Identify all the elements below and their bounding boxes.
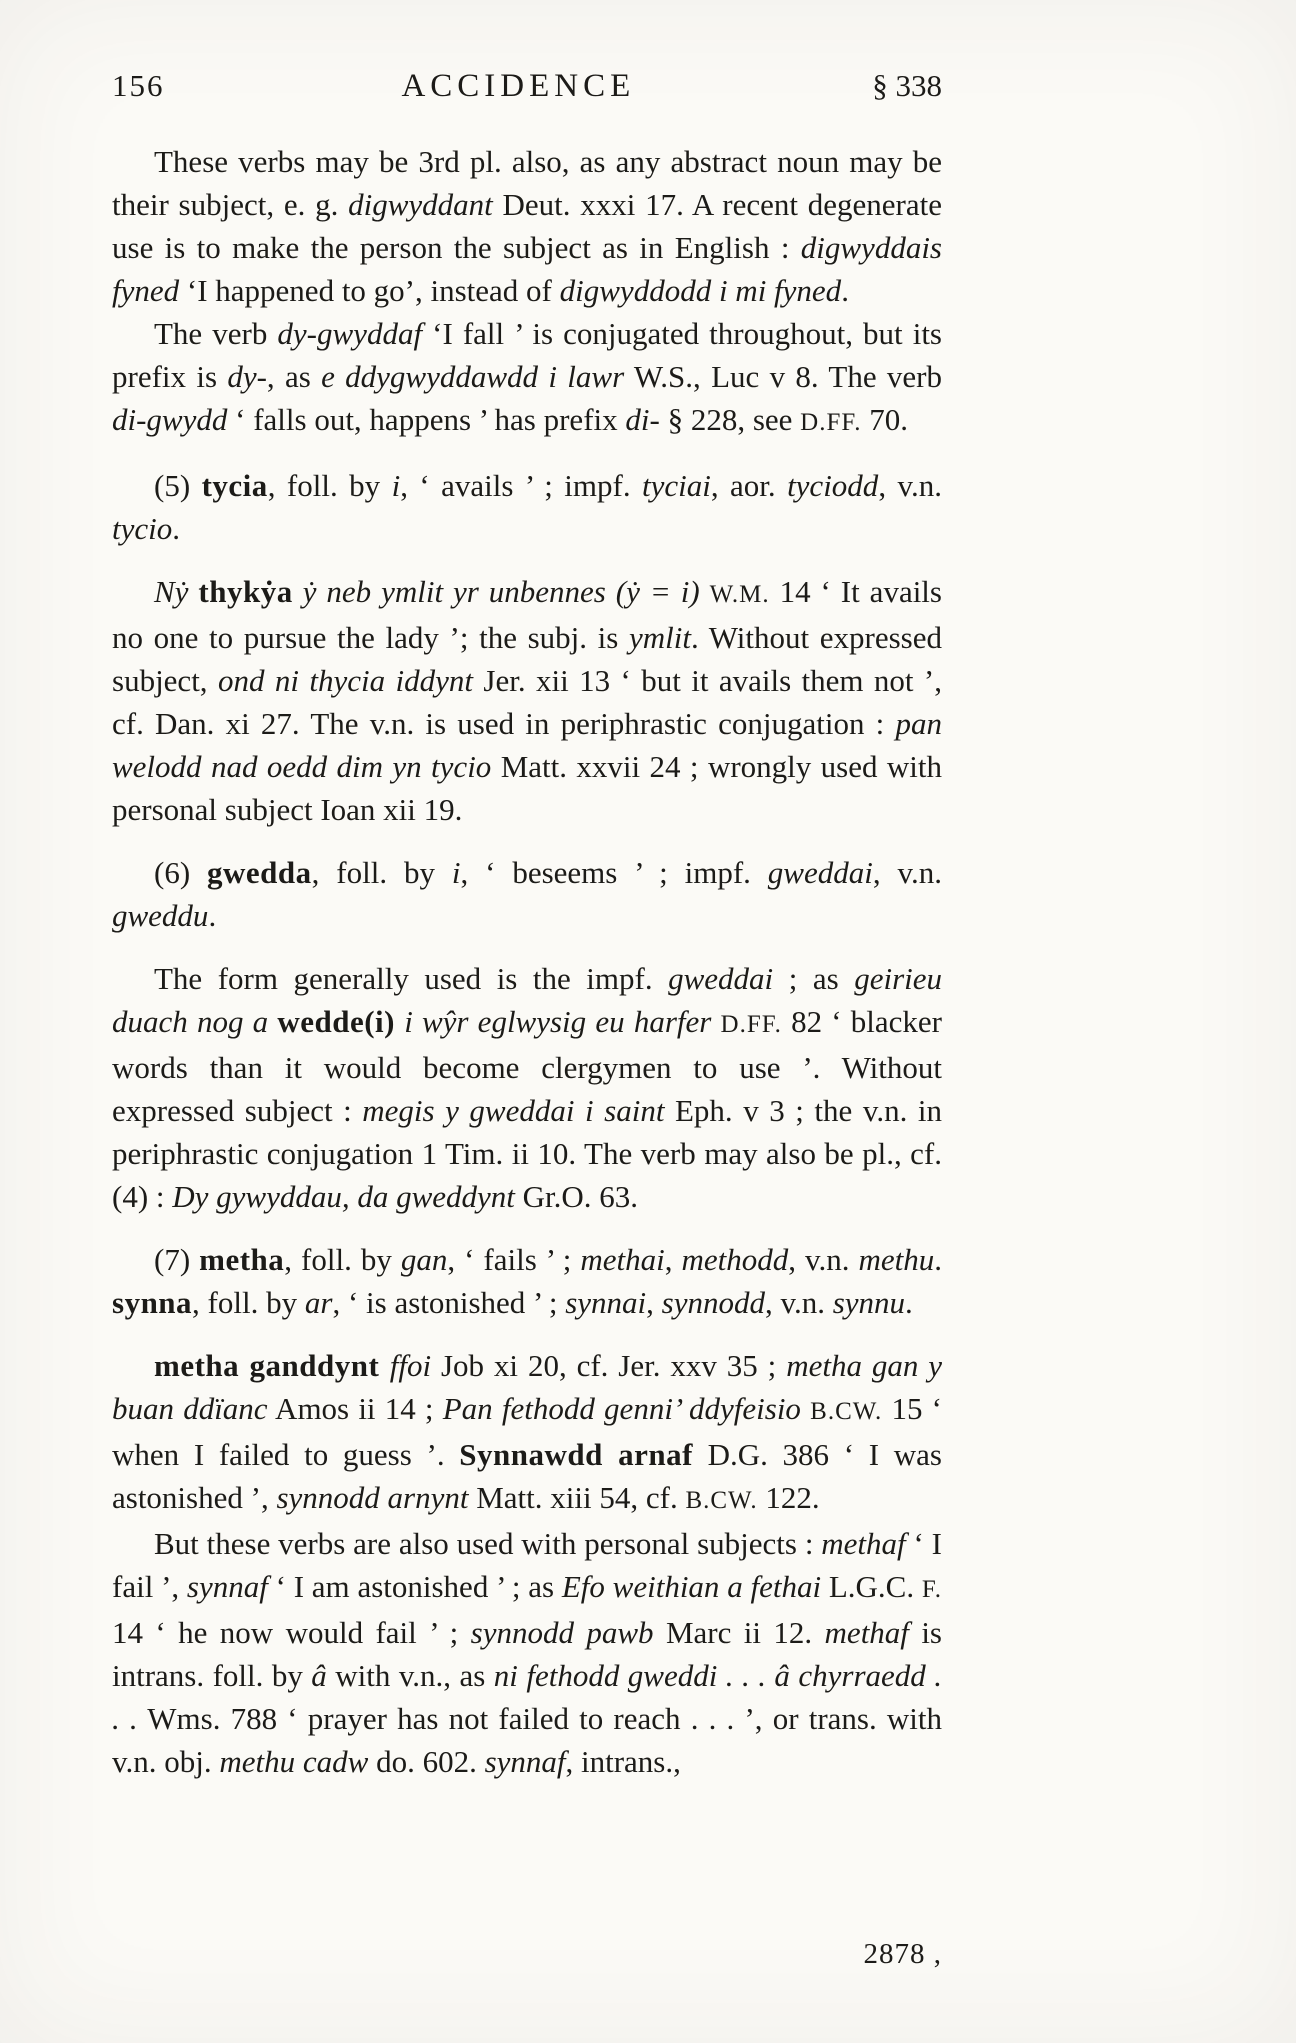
section-number: § 338 bbox=[872, 68, 942, 103]
print-artifact-number: 2878 , bbox=[863, 1938, 942, 1970]
text-run: But these verbs are also used with personal subjects : bbox=[154, 1526, 822, 1561]
text-run: is intrans. foll. by bbox=[112, 1615, 943, 1693]
text-run: , ‘ beseems ’ ; impf. bbox=[460, 855, 768, 890]
text-run: with v.n., as bbox=[326, 1658, 494, 1693]
text-run: ni fethodd gweddi . . . â chyrraedd . . . bbox=[112, 1658, 942, 1736]
text-run: methaf bbox=[821, 1526, 906, 1561]
text-run: , bbox=[646, 1285, 662, 1320]
text-run: , v.n. bbox=[878, 468, 942, 503]
text-run: D.FF. bbox=[720, 1011, 782, 1038]
text-run: , as bbox=[266, 359, 322, 394]
text-run: metha gan y buan ddïanc bbox=[112, 1348, 942, 1426]
text-run: 15 ‘ when I failed to guess ’. bbox=[112, 1391, 943, 1472]
text-run: synnaf bbox=[484, 1744, 566, 1779]
text-run: digwyddant bbox=[348, 187, 493, 222]
text-run: gweddu bbox=[112, 898, 209, 933]
text-run: D.G. 386 ‘ I was astonished ’, bbox=[112, 1437, 942, 1515]
text-run: tyciai bbox=[642, 468, 711, 503]
text-run: W.S., Luc v 8. The verb bbox=[624, 359, 942, 394]
text-run: , ‘ is astonished ’ ; bbox=[332, 1285, 566, 1320]
text-run: methodd bbox=[681, 1242, 789, 1277]
text-run: These verbs may be 3rd pl. also, as any abstract noun may be their subject, e. g. bbox=[112, 144, 942, 222]
text-run: i bbox=[391, 468, 401, 503]
text-run: Matt. xxvii 24 ; wrongly used with personal subject Ioan xii 19. bbox=[112, 749, 942, 827]
text-run: Deut. xxxi 17. A recent degenerate use is to make the person the subject as in English : bbox=[112, 187, 942, 265]
text-run: Efo weithian a fethai bbox=[561, 1569, 822, 1604]
text-run: ‘I happened to go’, instead of bbox=[179, 273, 560, 308]
text-run: pan welodd nad oedd dim yn tycio bbox=[112, 706, 942, 784]
text-run: , v.n. bbox=[764, 1285, 833, 1320]
text-run: Marc ii 12. bbox=[653, 1615, 825, 1650]
text-run: â bbox=[311, 1658, 327, 1693]
text-run: , bbox=[664, 1242, 682, 1277]
text-run: thykẏa bbox=[198, 574, 293, 609]
text-run: dy-gwyddaf bbox=[277, 316, 423, 351]
text-run: i wŷr eglwysig eu harfer bbox=[395, 1004, 721, 1039]
text-run: (6) bbox=[154, 855, 208, 890]
text-run: ond ni thycia iddynt bbox=[217, 663, 473, 698]
text-run: . bbox=[208, 898, 217, 933]
text-run: ‘ falls out, happens ’ has prefix bbox=[227, 402, 626, 437]
text-run: The verb bbox=[154, 316, 278, 351]
text-run: methu bbox=[858, 1242, 935, 1277]
text-run: , aor. bbox=[710, 468, 788, 503]
text-run: F. bbox=[921, 1576, 942, 1603]
text-run: , foll. by bbox=[311, 855, 452, 890]
text-run: Dy gywyddau, da gweddynt bbox=[172, 1179, 515, 1214]
text-run: W.M. bbox=[709, 581, 770, 608]
text-run: , foll. by bbox=[284, 1242, 401, 1277]
paragraph bbox=[112, 312, 942, 444]
text-run: ‘ I fail ’, bbox=[112, 1526, 942, 1604]
text-run: di-gwydd bbox=[112, 402, 228, 437]
text-block bbox=[112, 140, 942, 1783]
text-run: Eph. v 3 ; the v.n. in periphrastic conjugation 1 Tim. ii 10. The verb may also be pl., cf. (4) : bbox=[112, 1093, 942, 1214]
text-run: ar bbox=[304, 1285, 333, 1320]
text-run: B.CW. bbox=[810, 1398, 883, 1425]
text-run: di- bbox=[625, 402, 660, 437]
text-run: . bbox=[841, 273, 849, 308]
text-run: ymlit bbox=[628, 620, 691, 655]
text-run: D.FF. bbox=[800, 409, 862, 436]
text-run: § 228, see bbox=[659, 402, 801, 437]
text-run: gweddai bbox=[668, 961, 774, 996]
text-run: 14 ‘ It avails no one to pursue the lady ’; the subj. is bbox=[112, 574, 942, 655]
text-run: gwedda bbox=[207, 855, 312, 890]
text-run: geirieu duach nog a bbox=[112, 961, 943, 1039]
text-run bbox=[801, 1391, 810, 1426]
text-run: tyciodd bbox=[787, 468, 879, 503]
text-run: Nẏ bbox=[154, 574, 199, 609]
text-run: , v.n. bbox=[872, 855, 942, 890]
text-run: The form generally used is the impf. bbox=[154, 961, 669, 996]
text-run: Synnawdd arnaf bbox=[459, 1437, 693, 1472]
text-run: synnaf bbox=[186, 1569, 268, 1604]
text-run: methaf bbox=[824, 1615, 909, 1650]
text-run: 82 ‘ blacker words than it would become clergymen to use ’. Without expressed subject : bbox=[112, 1004, 943, 1128]
text-run: do. 602. bbox=[368, 1744, 485, 1779]
paragraph bbox=[112, 570, 942, 831]
text-run: synnodd bbox=[661, 1285, 765, 1320]
text-run: (7) bbox=[154, 1242, 200, 1277]
paragraph bbox=[112, 140, 942, 312]
text-run: ẏ neb ymlit yr unbennes (ẏ = i) bbox=[292, 574, 710, 609]
text-run: synnodd pawb bbox=[470, 1615, 654, 1650]
text-run: , ‘ fails ’ ; bbox=[447, 1242, 581, 1277]
text-run: 70. bbox=[861, 402, 909, 437]
text-run: Gr.O. 63. bbox=[514, 1179, 639, 1214]
paragraph bbox=[112, 1344, 942, 1522]
text-run: , ‘ avails ’ ; impf. bbox=[400, 468, 642, 503]
text-run: . bbox=[905, 1285, 913, 1320]
text-run: , intrans., bbox=[565, 1744, 681, 1779]
text-run: digwyddodd i mi fyned bbox=[559, 273, 842, 308]
paragraph bbox=[112, 464, 942, 550]
text-run: methu cadw bbox=[219, 1744, 369, 1779]
running-head bbox=[112, 68, 942, 105]
page-number: 156 bbox=[112, 68, 165, 103]
text-run: 122. bbox=[757, 1480, 820, 1515]
text-run: tycio bbox=[112, 511, 173, 546]
text-run: . Without expressed subject, bbox=[112, 620, 942, 698]
text-run: Jer. xii 13 ‘ but it avails them not ’, cf. Dan. xi 27. The v.n. is used in periphrastic conjugation : bbox=[112, 663, 943, 741]
text-run: L.G.C. bbox=[821, 1569, 922, 1604]
paragraph bbox=[112, 1238, 942, 1324]
text-run: gweddai bbox=[767, 855, 873, 890]
text-run: dy- bbox=[227, 359, 267, 394]
text-run: synnodd arnynt bbox=[276, 1480, 469, 1515]
text-run: ffoi bbox=[389, 1348, 432, 1383]
paragraph bbox=[112, 957, 942, 1218]
text-run: . bbox=[172, 511, 180, 546]
text-run: B.CW. bbox=[685, 1487, 758, 1514]
text-run: tycia bbox=[201, 468, 268, 503]
text-run: synna bbox=[112, 1285, 193, 1320]
text-run: Job xi 20, cf. Jer. xxv 35 ; bbox=[431, 1348, 787, 1383]
running-title: ACCIDENCE bbox=[401, 68, 636, 104]
text-run: ; as bbox=[773, 961, 855, 996]
text-run: 14 ‘ he now would fail ’ ; bbox=[112, 1615, 471, 1650]
text-run: i bbox=[451, 855, 461, 890]
text-run: gan bbox=[400, 1242, 448, 1277]
text-run: , foll. by bbox=[267, 468, 392, 503]
text-run: , foll. by bbox=[192, 1285, 305, 1320]
text-run: , v.n. bbox=[788, 1242, 859, 1277]
text-run: digwyddais fyned bbox=[112, 230, 942, 308]
text-run: e ddygwyddawdd i lawr bbox=[321, 359, 625, 394]
text-run: Wms. 788 ‘ prayer has not failed to reach . . . ’, or trans. with v.n. obj. bbox=[112, 1701, 942, 1779]
text-run: synnu bbox=[832, 1285, 906, 1320]
text-run: metha bbox=[199, 1242, 285, 1277]
text-run: wedde(i) bbox=[277, 1004, 395, 1039]
text-run: ‘I fall ’ is conjugated throughout, but its prefix is bbox=[112, 316, 942, 394]
paragraph bbox=[112, 851, 942, 937]
text-run: Matt. xiii 54, cf. bbox=[468, 1480, 686, 1515]
text-run: metha ganddynt bbox=[154, 1348, 390, 1383]
text-run: (5) bbox=[154, 468, 202, 503]
text-run: methai bbox=[580, 1242, 665, 1277]
text-run: Amos ii 14 ; bbox=[267, 1391, 443, 1426]
text-run: ‘ I am astonished ’ ; as bbox=[267, 1569, 562, 1604]
text-run: megis y gweddai i saint bbox=[362, 1093, 665, 1128]
text-run: synnai bbox=[565, 1285, 647, 1320]
text-run: Pan fethodd genni’ ddyfeisio bbox=[442, 1391, 801, 1426]
text-run: . bbox=[934, 1242, 942, 1277]
paragraph bbox=[112, 1522, 942, 1783]
